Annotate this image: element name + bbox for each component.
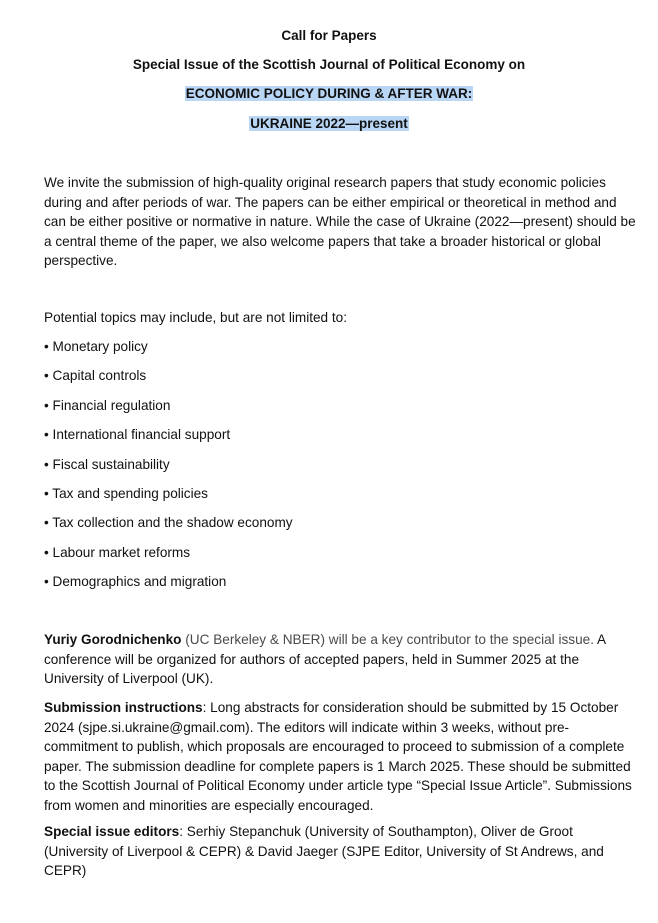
list-item: • Tax and spending policies bbox=[44, 485, 208, 501]
topics-list bbox=[44, 337, 293, 602]
highlighted-theme-subtitle: UKRAINE 2022—present bbox=[250, 116, 408, 131]
list-item: • Fiscal sustainability bbox=[44, 456, 170, 472]
list-item: • Demographics and migration bbox=[44, 574, 227, 590]
theme-subtitle-line bbox=[0, 115, 658, 133]
list-item: • Capital controls bbox=[44, 368, 147, 384]
list-item: • International financial support bbox=[44, 427, 231, 443]
submission-paragraph bbox=[44, 698, 636, 815]
list-item: • Tax collection and the shadow economy bbox=[44, 515, 293, 531]
special-issue-heading: Special Issue of the Scottish Journal of Political Economy on bbox=[132, 57, 526, 72]
submission-text: : Long abstracts for consideration should be submitted by 15 October 2024 (sjpe.si.ukraine@gmail.com). The editors will indicate within 3 weeks, without pre-commitment to publish, which proposals are encouraged to proceed to submission of a complete paper. The submission deadline for complete papers is 1 March 2025. These should be submitted to the Scottish Journal of Political Economy under article type “Special Issue Article”. Submissions from women and minorities are especially encouraged. bbox=[44, 700, 632, 813]
contributor-name: Yuriy Gorodnichenko bbox=[44, 632, 182, 647]
list-item: • Financial regulation bbox=[44, 397, 171, 413]
editors-label: Special issue editors bbox=[44, 824, 180, 839]
list-item: • Monetary policy bbox=[44, 339, 148, 354]
topics-intro: Potential topics may include, but are not limited to: bbox=[44, 310, 347, 325]
intro-paragraph: We invite the submission of high-quality original research papers that study economic policies during and after periods of war. The papers can be either empirical or theoretical in method and can be either positive or normative in nature. While the case of Ukraine (2022—present) should be a central theme of the paper, we also welcome papers that take a broader historical or global perspective. bbox=[44, 175, 636, 268]
contributor-paragraph bbox=[44, 630, 636, 689]
highlighted-theme-title: ECONOMIC POLICY DURING & AFTER WAR: bbox=[185, 86, 473, 101]
conference-info: A conference will be organized for authors of accepted papers, held in Summer 2025 at the University of Liverpool (UK). bbox=[44, 632, 606, 686]
editors-paragraph bbox=[44, 822, 636, 881]
theme-title-line bbox=[0, 85, 658, 103]
contributor-affiliation: (UC Berkeley & NBER) will be a key contributor to the special issue. bbox=[181, 632, 594, 647]
submission-label: Submission instructions bbox=[44, 700, 203, 715]
call-for-papers-heading: Call for Papers bbox=[281, 28, 377, 43]
list-item: • Labour market reforms bbox=[44, 544, 191, 560]
editors-text: : Serhiy Stepanchuk (University of Southampton), Oliver de Groot (University of Liverpool & CEPR) & David Jaeger (SJPE Editor, University of St Andrews, and CEPR) bbox=[44, 824, 604, 878]
